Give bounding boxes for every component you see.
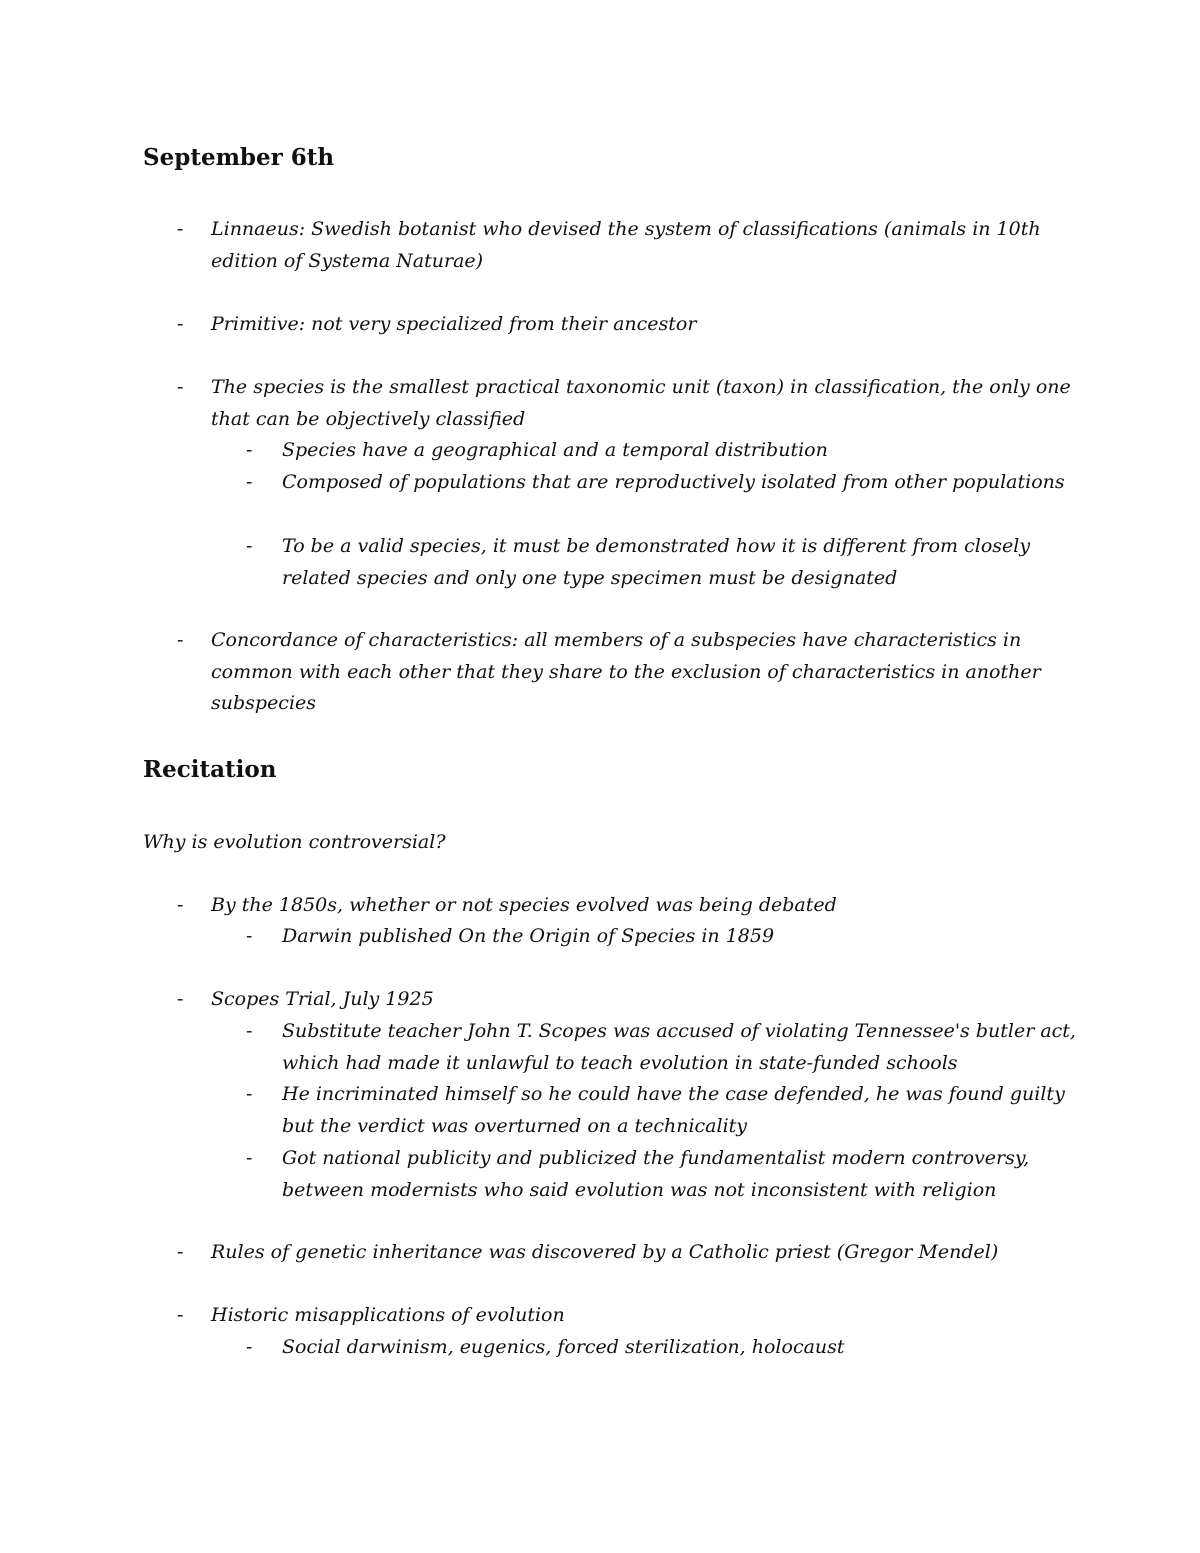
list-item-text: To be a valid species, it must be demonstrated how it is different from closely related species and only one type specimen must be designated [282,535,1031,589]
list-item [177,1300,1091,1332]
list-subitem [246,1079,1082,1142]
list-subitem [246,921,1082,953]
list-item-text: Darwin published On the Origin of Species in 1859 [282,925,775,947]
list-item-text: Scopes Trial, July 1925 [211,988,434,1010]
list-subitem [246,1143,1082,1206]
list-item-text: Primitive: not very specialized from their ancestor [211,313,697,335]
bullet-dash: - [246,1020,253,1042]
list-item-text: Concordance of characteristics: all members of a subspecies have characteristics in common with each other that they share to the exclusion of characteristics in another subspecies [211,629,1041,714]
list-item [177,625,1091,720]
bullet-dash: - [177,1304,184,1326]
list-subitem [246,1332,1082,1364]
list-item [177,214,1091,277]
bullet-dash: - [246,1336,253,1358]
question-text: Why is evolution controversial? [143,831,446,853]
bullet-dash: - [177,376,184,398]
heading-recitation: Recitation [143,756,277,783]
list-item-text: Composed of populations that are reproductively isolated from other populations [282,471,1065,493]
list-item-text: The species is the smallest practical taxonomic unit (taxon) in classification, the only one that can be objectively classified [211,376,1071,430]
bullet-dash: - [246,471,253,493]
list-item [177,984,1091,1016]
list-item [177,372,1091,435]
list-item-text: Rules of genetic inheritance was discovered by a Catholic priest (Gregor Mendel) [211,1241,999,1263]
bullet-dash: - [246,535,253,557]
bullet-dash: - [246,925,253,947]
bullet-dash: - [246,439,253,461]
list-item-text: Social darwinism, eugenics, forced sterilization, holocaust [282,1336,845,1358]
list-item-text: Substitute teacher John T. Scopes was accused of violating Tennessee's butler act, which had made it unlawful to teach evolution in state-funded schools [282,1020,1076,1074]
bullet-dash: - [177,988,184,1010]
list-item [177,1237,1091,1269]
list-subitem [246,1016,1082,1079]
list-subitem [246,531,1082,594]
list-item-text: Historic misapplications of evolution [211,1304,565,1326]
list-item [177,309,1091,341]
bullet-dash: - [177,218,184,240]
bullet-dash: - [177,629,184,651]
list-subitem [246,467,1082,499]
list-item-text: By the 1850s, whether or not species evolved was being debated [211,894,837,916]
bullet-dash: - [246,1147,253,1169]
list-item-text: Linnaeus: Swedish botanist who devised the system of classifications (animals in 10th edition of Systema Naturae) [211,218,1041,272]
bullet-dash: - [177,1241,184,1263]
bullet-dash: - [246,1083,253,1105]
bullet-dash: - [177,313,184,335]
list-item-text: Species have a geographical and a temporal distribution [282,439,828,461]
list-item-text: Got national publicity and publicized the fundamentalist modern controversy, between modernists who said evolution was not inconsistent with religion [282,1147,1030,1201]
list-item [177,890,1091,922]
list-subitem [246,435,1082,467]
heading-september-6th: September 6th [143,144,335,171]
list-item-text: He incriminated himself so he could have the case defended, he was found guilty but the verdict was overturned on a technicality [282,1083,1065,1137]
bullet-dash: - [177,894,184,916]
